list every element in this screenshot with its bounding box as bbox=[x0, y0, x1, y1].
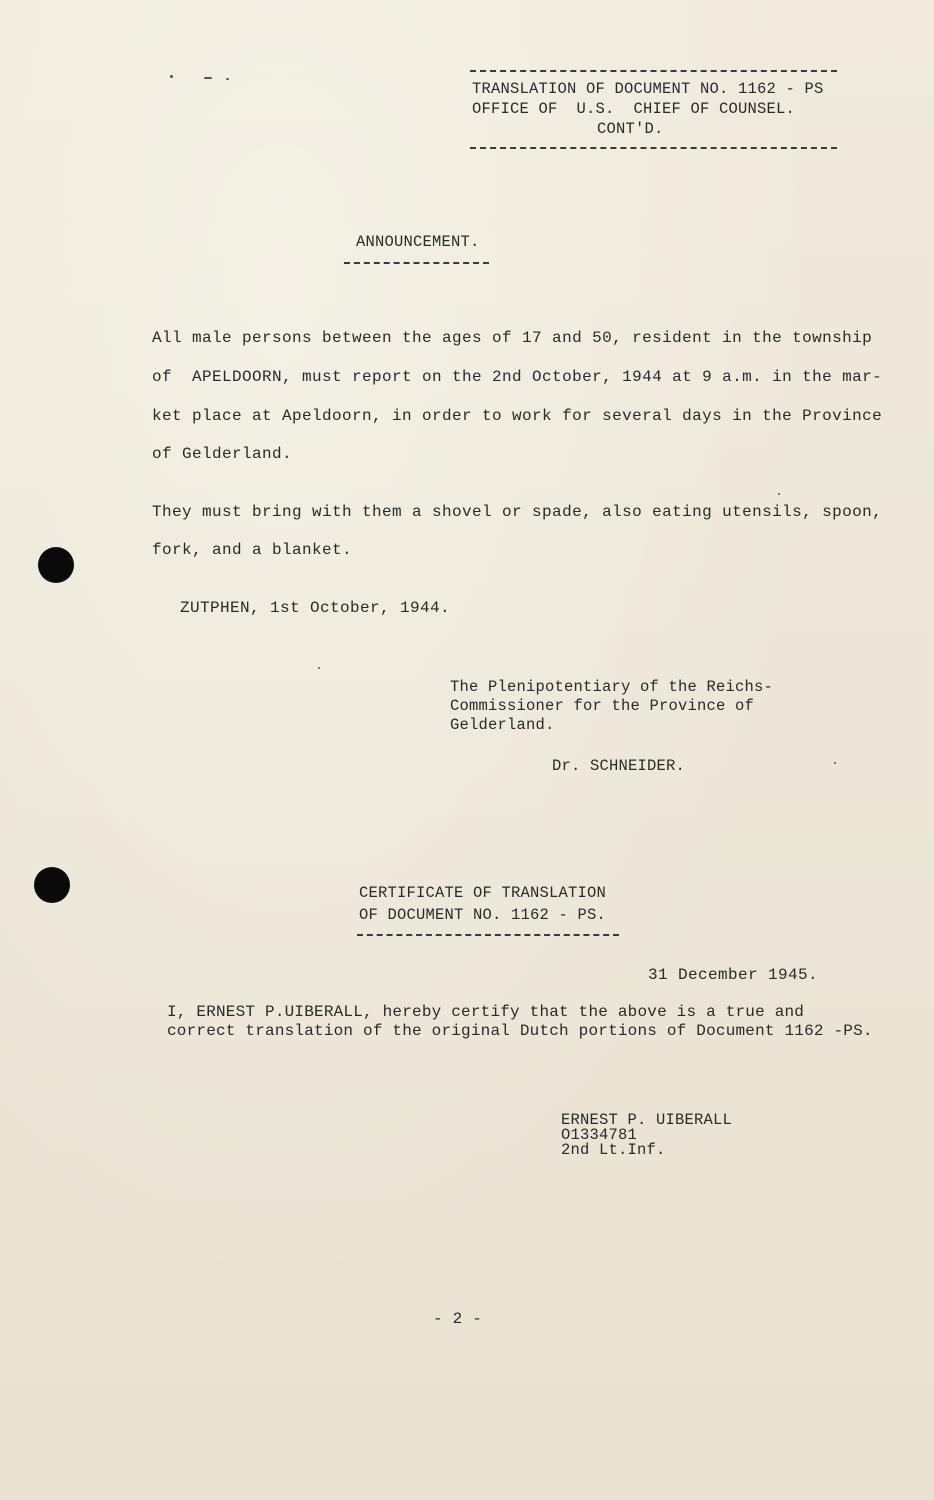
translator-rank: 2nd Lt.Inf. bbox=[561, 1141, 666, 1159]
header-rule-top bbox=[470, 70, 837, 72]
header-line-2: OFFICE OF U.S. CHIEF OF COUNSEL. bbox=[472, 100, 796, 118]
stray-mark bbox=[204, 77, 212, 79]
announcement-title: ANNOUNCEMENT. bbox=[356, 233, 480, 251]
header-rule-bottom bbox=[470, 147, 837, 149]
stray-mark bbox=[170, 75, 173, 78]
announcement-para2-line2: fork, and a blanket. bbox=[152, 541, 353, 559]
translator-name: ERNEST P. UIBERALL bbox=[561, 1111, 733, 1129]
stray-mark bbox=[318, 667, 320, 669]
announcement-para1-line2: of APELDOORN, must report on the 2nd October, 1944 at 9 a.m. in the mar- bbox=[152, 368, 883, 386]
announcement-title-underline bbox=[344, 262, 489, 264]
stray-mark bbox=[226, 78, 229, 80]
punch-hole-lower bbox=[34, 867, 70, 903]
certificate-statement-line2: correct translation of the original Dutch portions of Document 1162 -PS. bbox=[167, 1022, 873, 1040]
announcement-dateline: ZUTPHEN, 1st October, 1944. bbox=[180, 599, 451, 617]
announcement-para1-line3: ket place at Apeldoorn, in order to work for several days in the Province bbox=[152, 407, 883, 425]
signature-block-line2: Commissioner for the Province of bbox=[450, 697, 755, 715]
certificate-title-underline bbox=[357, 934, 619, 936]
certificate-title-line1: CERTIFICATE OF TRANSLATION bbox=[359, 884, 607, 902]
stray-mark bbox=[778, 493, 780, 495]
announcement-para2-line1: They must bring with them a shovel or spade, also eating utensils, spoon, bbox=[152, 503, 883, 521]
header-line-3: CONT'D. bbox=[597, 120, 664, 138]
certificate-statement-line1: I, ERNEST P.UIBERALL, hereby certify that the above is a true and bbox=[167, 1003, 805, 1021]
certificate-title-line2: OF DOCUMENT NO. 1162 - PS. bbox=[359, 906, 607, 924]
announcement-para1-line4: of Gelderland. bbox=[152, 445, 293, 463]
stray-mark bbox=[834, 762, 836, 764]
signature-block-line3: Gelderland. bbox=[450, 716, 555, 734]
announcement-signer: Dr. SCHNEIDER. bbox=[552, 757, 686, 775]
page-number: - 2 - bbox=[433, 1310, 483, 1328]
translator-serial: O1334781 bbox=[561, 1126, 638, 1144]
announcement-para1-line1: All male persons between the ages of 17 and 50, resident in the township bbox=[152, 329, 873, 347]
header-line-1: TRANSLATION OF DOCUMENT NO. 1162 - PS bbox=[472, 80, 824, 98]
signature-block-line1: The Plenipotentiary of the Reichs- bbox=[450, 678, 774, 696]
punch-hole-upper bbox=[38, 547, 74, 583]
certificate-date: 31 December 1945. bbox=[648, 966, 819, 984]
